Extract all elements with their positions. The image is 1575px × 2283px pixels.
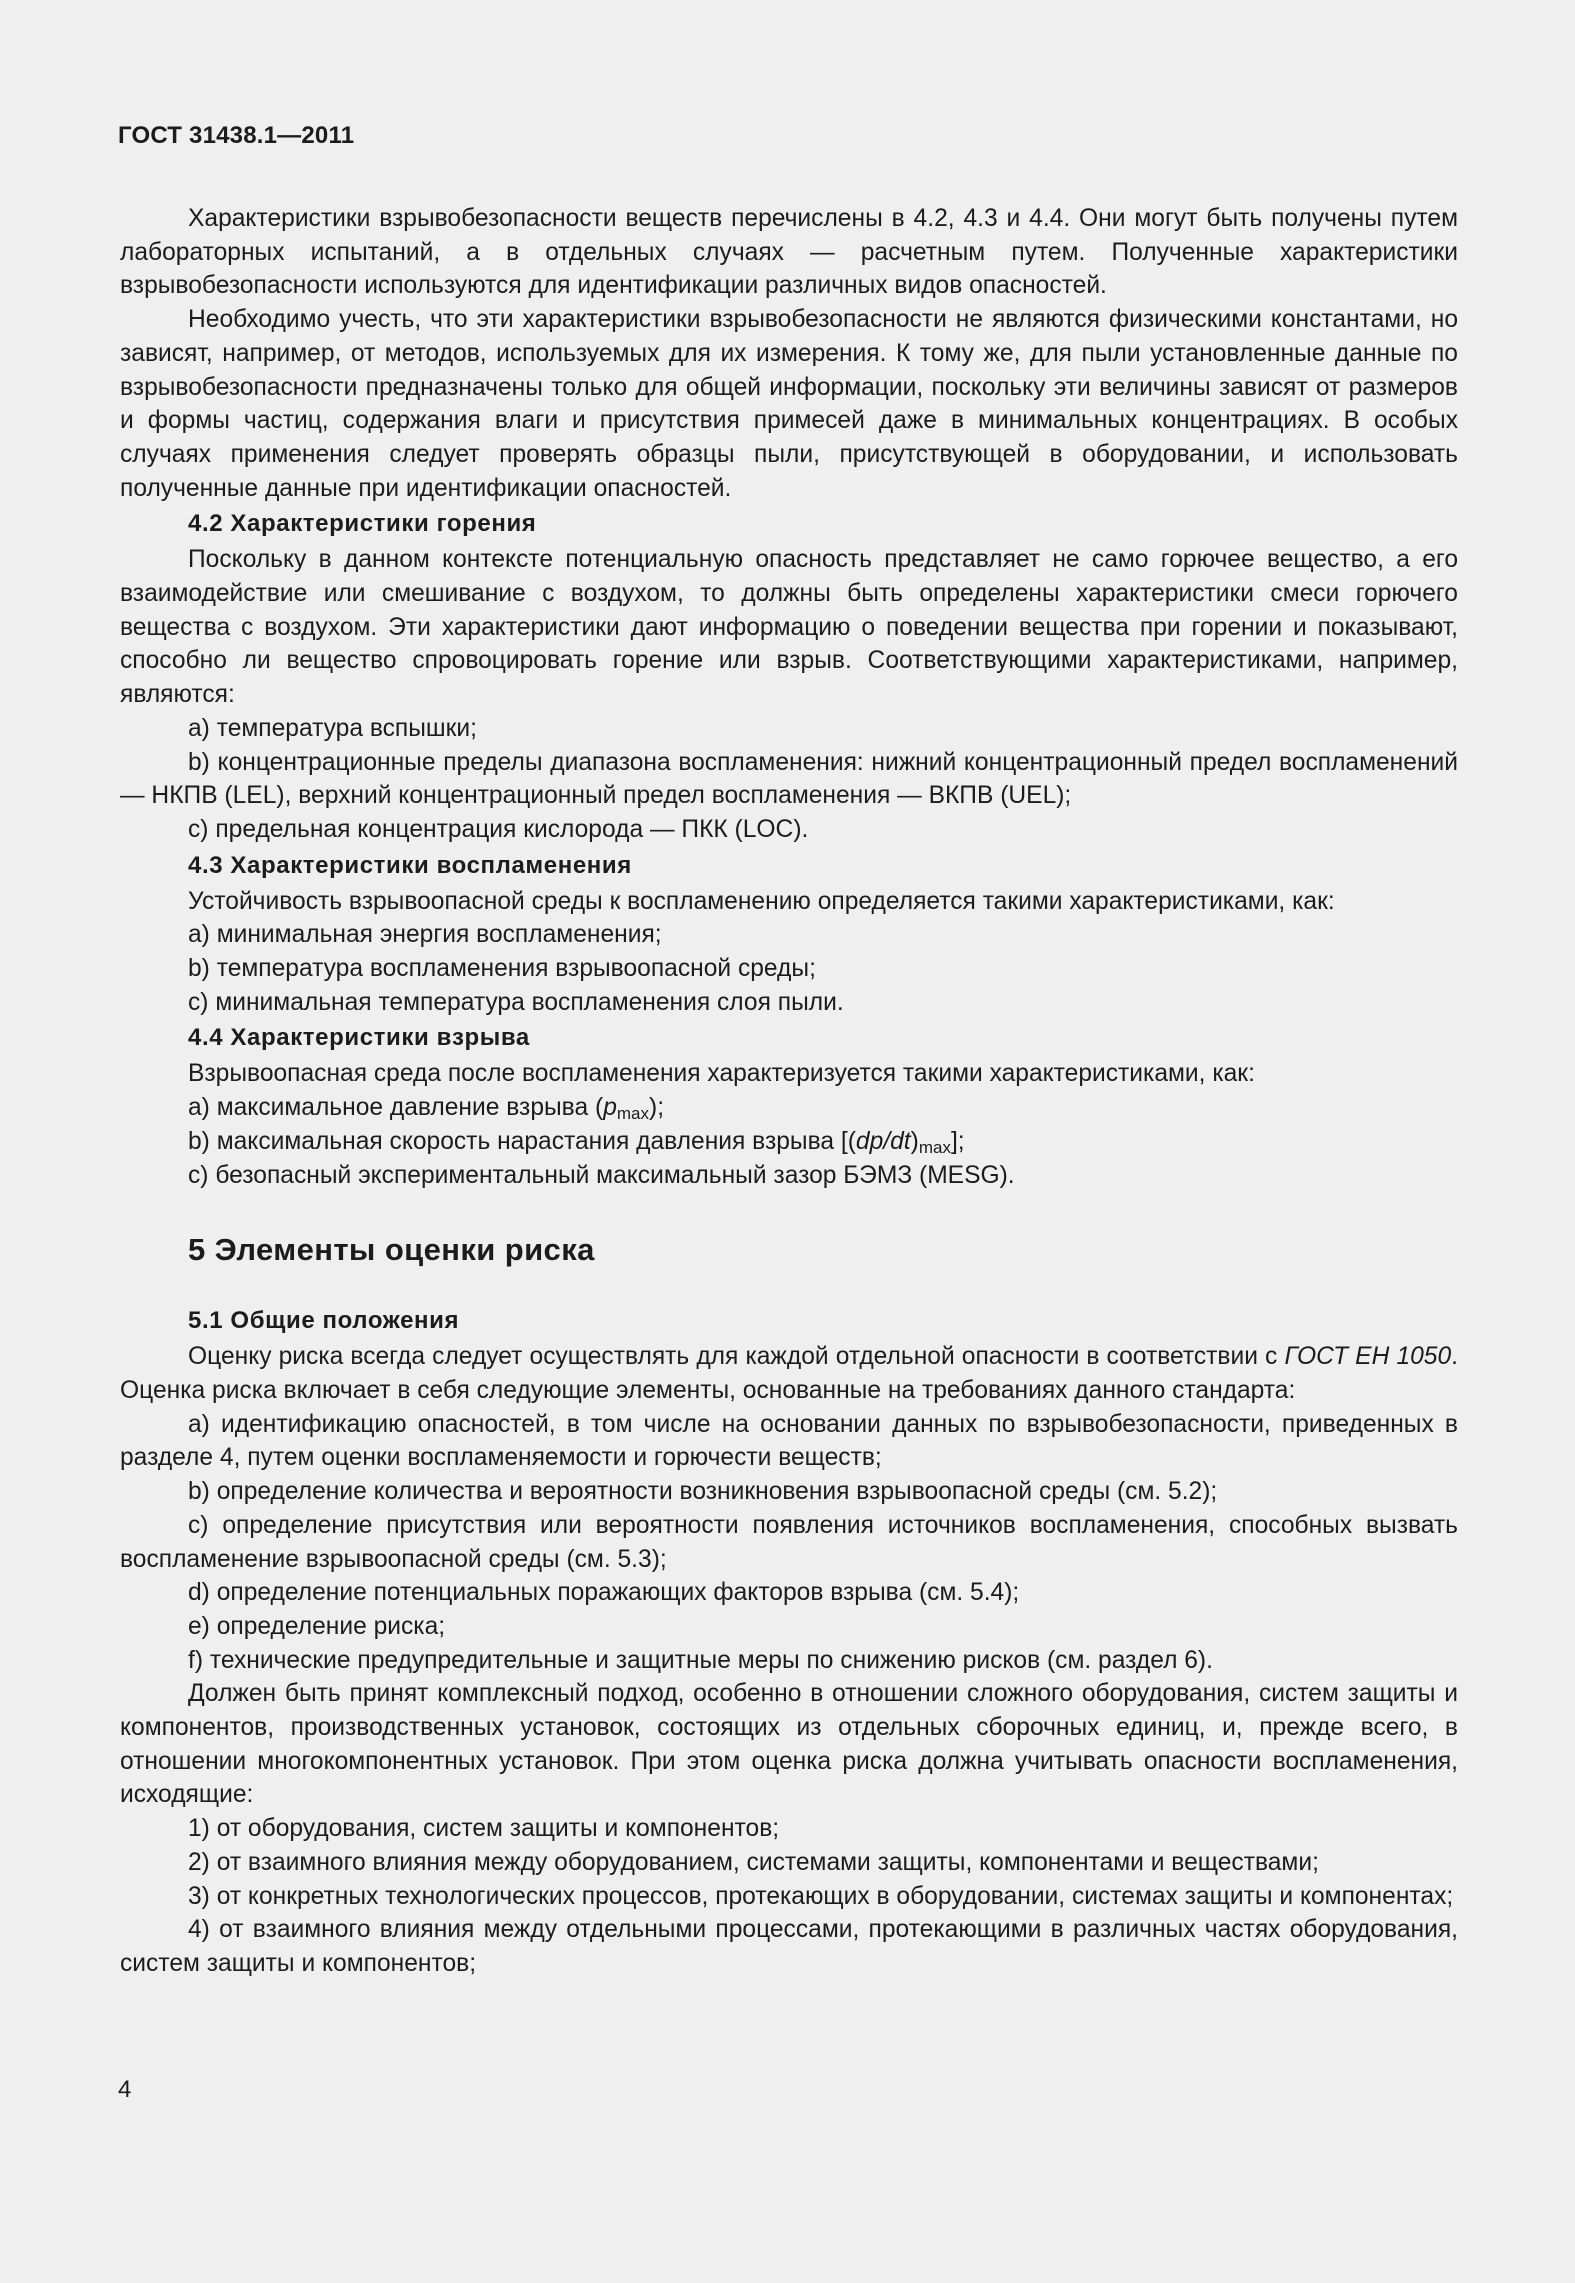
formula-var: dp/dt — [855, 1127, 911, 1155]
list-item: b) определение количества и вероятности возникновения взрывоопасной среды (см. 5.2); — [188, 1478, 1218, 1506]
list-item: c) определение присутствия или вероятности появления источников воспламенения, способных вызвать воспламенение взрывоопасной среды (см. 5.3); — [120, 1511, 1458, 1573]
paragraph: Оценку риска всегда следует осуществлять для каждой отдельной опасности в соответствии с ГОСТ ЕН 1050. Оценка риска включает в себя следующие элементы, основанные на требованиях данного стандарта: — [120, 1343, 1458, 1404]
list-item: c) минимальная температура воспламенения слоя пыли. — [188, 988, 844, 1016]
formula-var: p — [603, 1094, 617, 1122]
list-item: 4) от взаимного влияния между отдельными процессами, протекающими в различных частях оборудования, систем защиты и компонентов; — [120, 1916, 1458, 1977]
list-item: 1) от оборудования, систем защиты и компонентов; — [188, 1815, 780, 1843]
section-heading-5: 5 Элементы оценки риска — [188, 1232, 595, 1268]
list-item: b) температура воспламенения взрывоопасной среды; — [188, 955, 816, 983]
list-item: 2) от взаимного влияния между оборудованием, системами защиты, компонентами и веществами; — [188, 1848, 1319, 1876]
paragraph: Характеристики взрывобезопасности веществ перечислены в 4.2, 4.3 и 4.4. Они могут быть получены путем лабораторных испытаний, а в отдельных случаях — расчетным путем. Полученные характеристики взрывобезопасности используются для идентификации различных видов опасностей. — [120, 205, 1458, 300]
list-item: a) идентификацию опасностей, в том числе на основании данных по взрывобезопасности, приведенных в разделе 4, путем оценки воспламеняемости и горючести веществ; — [120, 1410, 1458, 1472]
paragraph: Поскольку в данном контексте потенциальную опасность представляет не само горючее вещество, а его взаимодействие или смешивание с воздухом, то должны быть определены характеристики смеси горючего вещества с воздухом. Эти характеристики дают информацию о поведении вещества при горении и показывают, способно ли вещество спровоцировать горение или взрыв. Соответствующими характеристиками, например, являются: — [120, 546, 1458, 709]
subscript: max — [616, 1104, 649, 1124]
document-id: ГОСТ 31438.1—2011 — [118, 122, 355, 149]
paragraph: Устойчивость взрывоопасной среды к воспламенению определяется такими характеристиками, как: — [188, 887, 1335, 915]
list-item: a) температура вспышки; — [188, 714, 477, 742]
section-heading-4-3: 4.3 Характеристики воспламенения — [188, 851, 632, 879]
list-item: f) технические предупредительные и защитные меры по снижению рисков (см. раздел 6). — [188, 1646, 1213, 1674]
list-item: a) минимальная энергия воспламенения; — [188, 921, 662, 949]
page-number: 4 — [118, 2076, 132, 2103]
list-item: b) максимальная скорость нарастания давления взрыва $[(dp/dt)_{max}]$; — [188, 1127, 965, 1157]
list-item: c) предельная концентрация кислорода — ПКК (LOC). — [188, 815, 809, 843]
document-body — [120, 202, 1458, 1981]
list-item: e) определение риска; — [188, 1612, 446, 1640]
section-heading-4-4: 4.4 Характеристики взрыва — [188, 1024, 530, 1052]
paragraph: Должен быть принят комплексный подход, особенно в отношении сложного оборудования, систем защиты и компонентов, производственных установок, состоящих из отдельных сборочных единиц, и, прежде всего, в отношении многокомпонентных установок. При этом оценка риска должна учитывать опасности воспламенения, исходящие: — [120, 1680, 1458, 1809]
subscript: max — [918, 1137, 951, 1157]
paragraph: Взрывоопасная среда после воспламенения характеризуется такими характеристиками, как: — [188, 1060, 1255, 1088]
list-item: 3) от конкретных технологических процессов, протекающих в оборудовании, системах защиты и компонентах; — [188, 1882, 1454, 1910]
paragraph: Необходимо учесть, что эти характеристики взрывобезопасности не являются физическими константами, но зависят, например, от методов, используемых для их измерения. К тому же, для пыли установленные данные по взрывобезопасности предназначены только для общей информации, поскольку эти величины зависят от размеров и формы частиц, содержания влаги и присутствия примесей даже в минимальных концентрациях. В особых случаях применения следует проверять образцы пыли, присутствующей в оборудовании, и использовать полученные данные при идентификации опасностей. — [120, 306, 1458, 502]
list-item: c) безопасный экспериментальный максимальный зазор БЭМЗ (MESG). — [188, 1161, 1015, 1189]
section-heading-5-1: 5.1 Общие положения — [188, 1307, 460, 1335]
standard-reference: ГОСТ ЕН 1050 — [1284, 1343, 1452, 1371]
list-item: d) определение потенциальных поражающих факторов взрыва (см. 5.4); — [188, 1579, 1020, 1607]
list-item: a) максимальное давление взрыва $(p_{max})$; — [188, 1094, 665, 1124]
list-item: b) концентрационные пределы диапазона воспламенения: нижний концентрационный предел воспламенений — НКПВ (LEL), верхний концентрационный предел воспламенения — ВКПВ (UEL); — [120, 748, 1458, 810]
section-heading-4-2: 4.2 Характеристики горения — [188, 510, 537, 538]
